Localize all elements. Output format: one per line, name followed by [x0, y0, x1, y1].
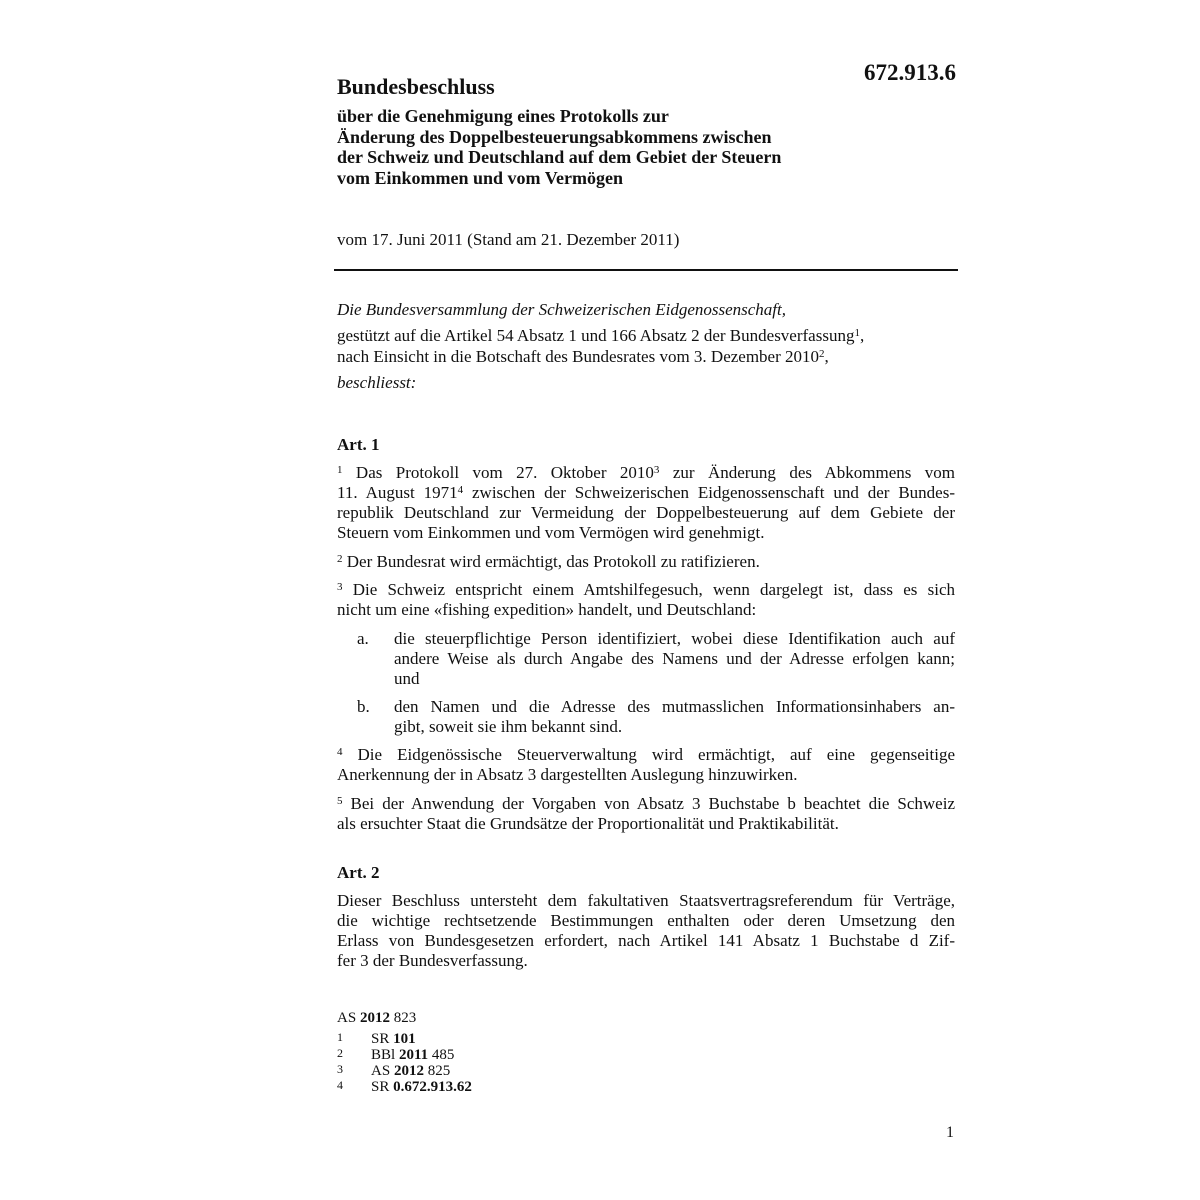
- paragraph-line: [337, 580, 955, 600]
- subtitle-line: Änderung des Doppelbesteuerungsabkommens zwischen: [337, 126, 772, 147]
- list-line: und: [394, 669, 420, 688]
- preamble-authority: Die Bundesversammlung der Schweizerischen Eidgenossenschaft,: [337, 300, 786, 319]
- footnote-number: 1: [337, 1030, 343, 1044]
- document-subtitle: [337, 106, 957, 188]
- text: Der Bundesrat wird ermächtigt, das Protokoll zu ratifizieren.: [346, 552, 760, 571]
- text: zwischen der Schweizerischen Eidgenossenschaft und der Bundes-: [463, 483, 956, 502]
- preamble-basis-text: gestützt auf die Artikel 54 Absatz 1 und 166 Absatz 2 der Bundesverfassung: [337, 326, 855, 345]
- paragraph-line: Anerkennung der in Absatz 3 dargestellten Auslegung hinzuwirken.: [337, 765, 798, 784]
- text: 485: [431, 1047, 455, 1063]
- subtitle-line: über die Genehmigung eines Protokolls zur: [337, 106, 669, 126]
- text: 11. August 1971: [337, 483, 458, 502]
- paragraph-line: [337, 745, 955, 765]
- text: 2012: [359, 1010, 390, 1026]
- header-divider: [334, 269, 958, 271]
- paragraph-number: 5: [337, 795, 343, 807]
- footnote-ref[interactable]: 3: [653, 464, 660, 476]
- document-title: Bundesbeschluss: [337, 74, 495, 99]
- paragraph-line: Erlass von Bundesgesetzen erfordert, nach Artikel 141 Absatz 1 Buchstabe d Zif-: [337, 931, 955, 950]
- article-1-paragraph-3: [337, 580, 955, 620]
- punctuation: ,: [824, 347, 829, 366]
- paragraph-line: [337, 552, 955, 572]
- article-1-paragraph-4: [337, 745, 955, 785]
- footnote-number: 4: [337, 1078, 343, 1092]
- footnote-2: [371, 1047, 454, 1064]
- list-line: die steuerpflichtige Person identifiziert, wobei diese Identifikation auch auf: [394, 629, 955, 648]
- list-letter-b: b.: [357, 697, 370, 716]
- text: 823: [393, 1010, 417, 1026]
- footnote-number: 3: [337, 1062, 343, 1076]
- subtitle-line: der Schweiz und Deutschland auf dem Gebiet der Steuern: [337, 147, 782, 167]
- text: SR: [371, 1079, 390, 1095]
- article-2-title: Art. 2: [337, 863, 380, 882]
- article-1-paragraph-5: [337, 794, 955, 834]
- paragraph-line: [337, 483, 955, 503]
- list-item-b: [394, 697, 955, 737]
- text: 2012: [393, 1063, 424, 1079]
- preamble-message: [337, 347, 829, 367]
- official-collection-ref: [337, 1010, 416, 1027]
- preamble-basis: [337, 326, 864, 346]
- article-2-paragraph: [337, 891, 955, 971]
- text: 825: [427, 1063, 451, 1079]
- footnote-ref[interactable]: 1: [854, 327, 860, 339]
- paragraph-line: fer 3 der Bundesverfassung.: [337, 951, 528, 970]
- list-line: gibt, soweit sie ihm bekannt sind.: [394, 717, 623, 736]
- text: Bei der Anwendung der Vorgaben von Absatz 3 Buchstabe b beachtet die Schweiz: [350, 794, 955, 813]
- list-letter-a: a.: [357, 629, 369, 648]
- text: BBl: [371, 1047, 396, 1063]
- text: 2011: [398, 1047, 429, 1063]
- page-number: 1: [946, 1124, 954, 1141]
- text: 0.672.913.62: [393, 1079, 472, 1095]
- footnote-ref[interactable]: 2: [819, 348, 825, 360]
- text: Das Protokoll vom 27. Oktober 2010: [355, 463, 654, 482]
- text: Die Eidgenössische Steuerverwaltung wird ermächtigt, auf eine gegenseitige: [357, 745, 956, 764]
- footnote-4: [371, 1079, 472, 1096]
- paragraph-number: 3: [337, 581, 343, 593]
- footnote-1: [371, 1031, 416, 1048]
- preamble-resolves: beschliesst:: [337, 373, 417, 392]
- article-1-paragraph-1: [337, 463, 955, 543]
- text: AS: [337, 1010, 357, 1026]
- paragraph-line: [337, 463, 955, 483]
- paragraph-line: [337, 794, 955, 814]
- paragraph-line: Steuern vom Einkommen und vom Vermögen wird genehmigt.: [337, 523, 765, 542]
- footnote-number: 2: [337, 1046, 343, 1060]
- paragraph-number: 4: [337, 746, 343, 758]
- paragraph-line: republik Deutschland zur Vermeidung der Doppelbesteuerung auf dem Gebiete der: [337, 503, 955, 522]
- article-1-title: Art. 1: [337, 435, 380, 454]
- list-item-a: [394, 629, 955, 689]
- paragraph-number: 1: [337, 464, 343, 476]
- paragraph-number: 2: [337, 553, 343, 565]
- footnote-ref[interactable]: 4: [457, 484, 464, 496]
- footnote-3: [371, 1063, 450, 1080]
- text: Die Schweiz entspricht einem Amtshilfegesuch, wenn dargelegt ist, dass es sich: [352, 580, 955, 599]
- text: 101: [393, 1031, 416, 1047]
- sr-number: 672.913.6: [864, 60, 956, 85]
- list-line: andere Weise als durch Angabe des Namens und der Adresse erfolgen kann;: [394, 649, 955, 668]
- preamble-message-text: nach Einsicht in die Botschaft des Bundesrates vom 3. Dezember 2010: [337, 347, 820, 366]
- subtitle-line: vom Einkommen und vom Vermögen: [337, 167, 624, 188]
- article-1-paragraph-2: [337, 552, 955, 572]
- paragraph-line: als ersuchter Staat die Grundsätze der Proportionalität und Praktikabilität.: [337, 814, 839, 833]
- paragraph-line: nicht um eine «fishing expedition» handelt, und Deutschland:: [337, 600, 757, 619]
- paragraph-line: Dieser Beschluss untersteht dem fakultativen Staatsvertragsreferendum für Verträge,: [337, 891, 955, 910]
- list-line: den Namen und die Adresse des mutmasslichen Informationsinhabers an-: [394, 697, 955, 716]
- punctuation: ,: [859, 326, 865, 345]
- text: AS: [371, 1063, 391, 1079]
- text: SR: [371, 1031, 390, 1047]
- document-date: vom 17. Juni 2011 (Stand am 21. Dezember 2011): [337, 230, 680, 249]
- text: zur Änderung des Abkommens vom: [659, 463, 956, 482]
- paragraph-line: die wichtige rechtsetzende Bestimmungen enthalten oder deren Umsetzung den: [337, 911, 955, 930]
